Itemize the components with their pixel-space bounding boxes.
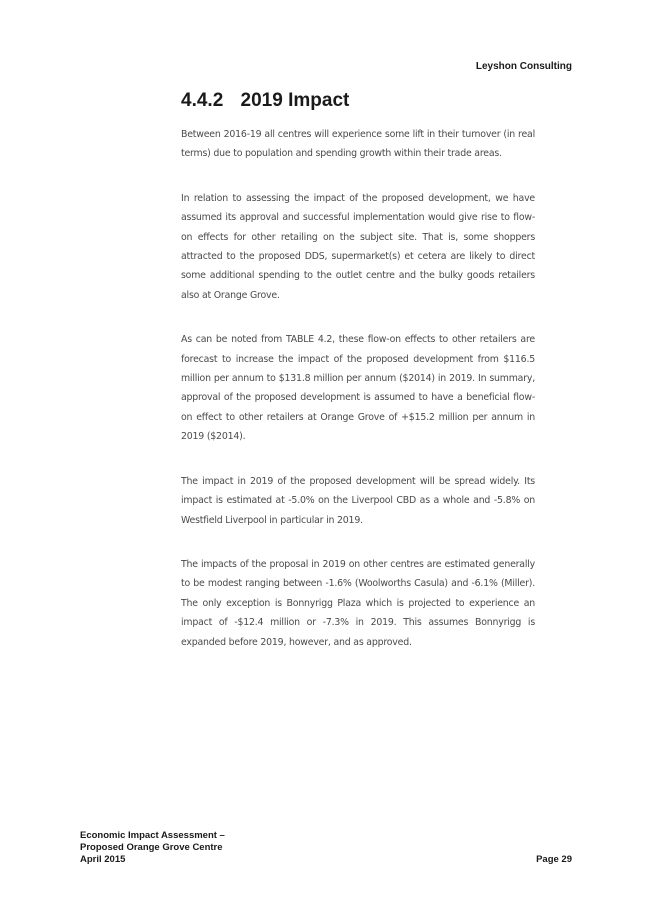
footer-document-info (80, 830, 225, 866)
paragraph: Between 2016-19 all centres will experience some lift in their turnover (in real terms) due to population and spending growth within their trade areas. (181, 129, 535, 160)
section-number: 4.4.2 (181, 90, 224, 111)
footer-date: April 2015 (80, 854, 126, 865)
page-number: Page 29 (536, 854, 572, 865)
footer-project-name: Proposed Orange Grove Centre (80, 842, 223, 853)
footer-report-title: Economic Impact Assessment – (80, 830, 225, 841)
body-text (181, 125, 535, 677)
section-title: 2019 Impact (240, 90, 350, 111)
paragraph: In relation to assessing the impact of the proposed development, we have assumed its approval and successful implementation would give rise to flow-on effects for other retailing on the subject site. That is, some shoppers attracted to the proposed DDS, supermarket(s) et cetera are likely to direct some additional spending to the outlet centre and the bulky goods retailers also at Orange Grove. (181, 192, 535, 301)
section-heading (181, 90, 349, 112)
paragraph: The impacts of the proposal in 2019 on other centres are estimated generally to be modest ranging between -1.6% (Woolworths Casula) and -6.1% (Miller). The only exception is Bonnyrigg Plaza which is projected to experience an impact of -$12.4 million or -7.3% in 2019. This assumes Bonnyrigg is expanded before 2019, however, and as approved. (181, 558, 535, 648)
header-company-name: Leyshon Consulting (475, 61, 572, 72)
paragraph: The impact in 2019 of the proposed development will be spread widely. Its impact is estimated at -5.0% on the Liverpool CBD as a whole and -5.8% on Westfield Liverpool in particular in 2019. (181, 475, 535, 526)
paragraph: As can be noted from TABLE 4.2, these flow-on effects to other retailers are forecast to increase the impact of the proposed development from $116.5 million per annum to $131.8 million per annum ($2014) in 2019. In summary, approval of the proposed development is assumed to have a beneficial flow-on effect to other retailers at Orange Grove of +$15.2 million per annum in 2019 ($2014). (181, 334, 535, 443)
